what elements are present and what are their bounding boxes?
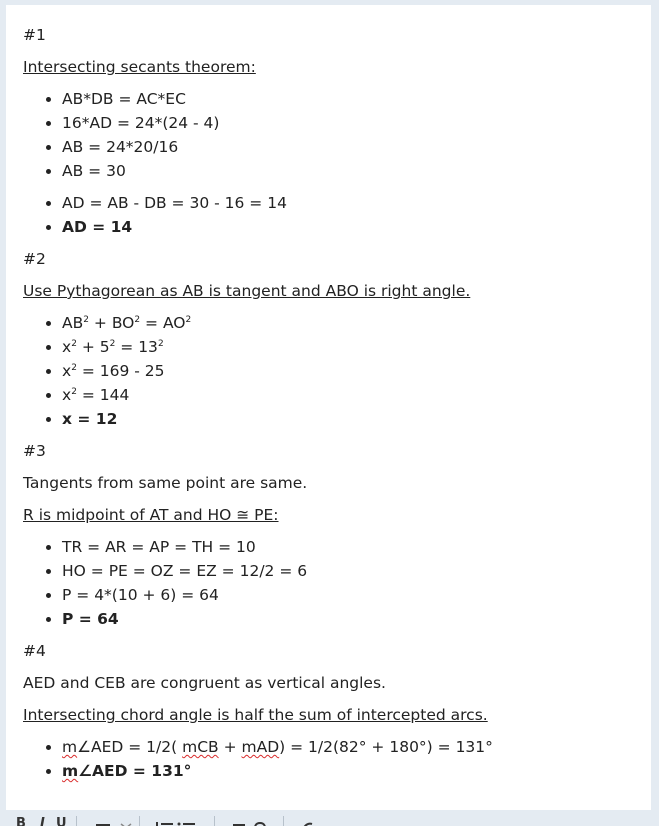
ordered-list-icon[interactable]	[154, 817, 174, 826]
toolbar-divider	[283, 816, 284, 826]
list-item: • AB = 30	[62, 159, 641, 183]
problem-2-heading: Use Pythagorean as AB is tangent and ABO is right angle.	[23, 282, 471, 300]
problem-3-note: Tangents from same point are same.	[23, 474, 308, 492]
problem-2-answer: • x = 12	[62, 407, 641, 431]
list-item: • AB = 24*20/16	[62, 135, 641, 159]
answer-panel	[6, 5, 651, 810]
list-item: • AD = AB - DB = 30 - 16 = 14	[62, 191, 641, 215]
problem-1-heading: Intersecting secants theorem:	[23, 58, 256, 76]
problem-3-answer: • P = 64	[62, 607, 641, 631]
problem-1-answer: • AD = 14	[62, 215, 641, 239]
problem-4-steps	[23, 735, 641, 783]
chevron-down-icon[interactable]	[117, 817, 135, 826]
problem-1-steps-continued	[23, 191, 641, 239]
equation-icon[interactable]	[231, 817, 249, 826]
problem-3-number: #3	[23, 442, 46, 460]
problem-3-heading: R is midpoint of AT and HO ≅ PE:	[23, 506, 279, 524]
list-item: • $x^2 + 5^2 = 13^2$	[62, 335, 641, 359]
list-item: • $AB^2 + BO^2 = AO^2$	[62, 311, 641, 335]
list-item: • TR = AR = AP = TH = 10	[62, 535, 641, 559]
list-item: • 16*AD = 24*(24 - 4)	[62, 111, 641, 135]
list-item: • HO = PE = OZ = EZ = 12/2 = 6	[62, 559, 641, 583]
problem-4-note: AED and CEB are congruent as vertical angles.	[23, 674, 386, 692]
problem-2-steps	[23, 311, 641, 431]
toolbar-divider	[214, 816, 215, 826]
editor-toolbar	[6, 813, 651, 826]
list-item: • AB*DB = AC*EC	[62, 87, 641, 111]
answer-content	[23, 23, 641, 791]
problem-1-number: #1	[23, 26, 46, 44]
toolbar-divider	[139, 816, 140, 826]
toolbar-divider	[76, 816, 77, 826]
bold-button[interactable]: B	[16, 816, 26, 826]
problem-1-steps	[23, 87, 641, 183]
problem-3-steps	[23, 535, 641, 631]
italic-button[interactable]: I	[40, 816, 45, 826]
list-item: • P = 4*(10 + 6) = 64	[62, 583, 641, 607]
unordered-list-icon[interactable]	[176, 817, 196, 826]
omega-icon[interactable]	[251, 817, 269, 826]
underline-button[interactable]: U	[56, 816, 67, 826]
problem-2-number: #2	[23, 250, 46, 268]
problem-4-heading: Intersecting chord angle is half the sum of intercepted arcs.	[23, 706, 488, 724]
heading-icon[interactable]	[95, 817, 113, 826]
problem-4-number: #4	[23, 642, 46, 660]
link-icon[interactable]	[298, 817, 318, 826]
list-item: • m∠AED = 1/2( mCB + mAD) = 1/2(82° + 180°) = 131°	[62, 735, 641, 759]
list-item: • $x^2 = 169 - 25$	[62, 359, 641, 383]
list-item: • $x^2 = 144$	[62, 383, 641, 407]
problem-4-answer: • m∠AED = 131°	[62, 759, 641, 783]
